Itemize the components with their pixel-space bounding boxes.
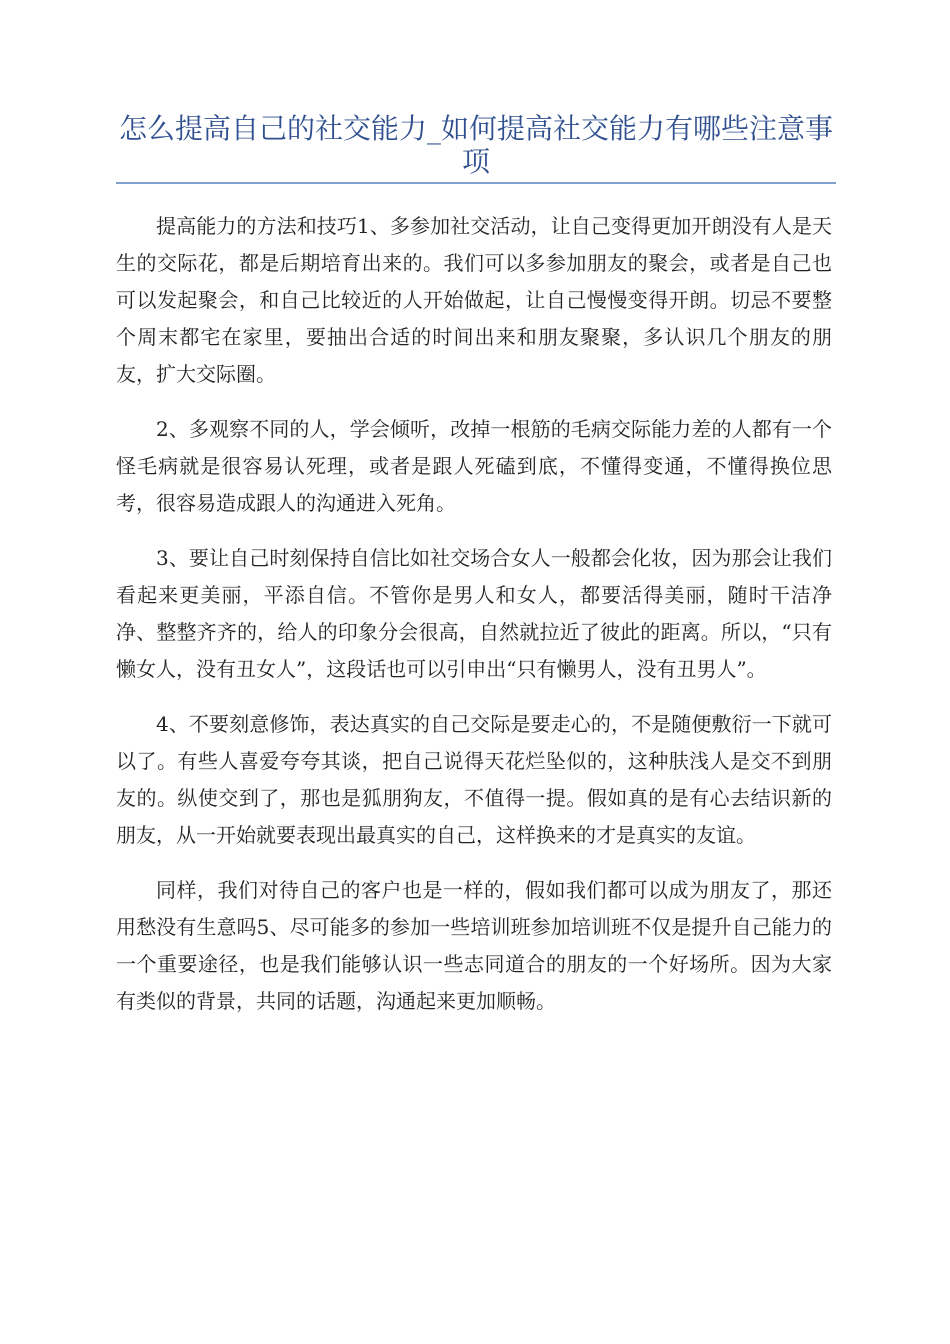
- paragraph-5: 同样，我们对待自己的客户也是一样的，假如我们都可以成为朋友了，那还用愁没有生意吗5、尽可能多的参加一些培训班参加培训班不仅是提升自己能力的一个重要途径，也是我们能够认识一些志同道合的朋友的一个好场所。因为大家有类似的背景，共同的话题，沟通起来更加顺畅。: [116, 878, 832, 1013]
- paragraph-4: 4、不要刻意修饰，表达真实的自己交际是要走心的，不是随便敷衍一下就可以了。有些人喜爱夸夸其谈，把自己说得天花烂坠似的，这种肤浅人是交不到朋友的。纵使交到了，那也是狐朋狗友，不值得一提。假如真的是有心去结识新的朋友，从一开始就要表现出最真实的自己，这样换来的才是真实的友谊。: [116, 712, 832, 847]
- document-title: 怎么提高自己的社交能力_如何提高社交能力有哪些注意事项: [118, 112, 833, 178]
- title-block: [116, 112, 836, 184]
- paragraph-3: 3、要让自己时刻保持自信比如社交场合女人一般都会化妆，因为那会让我们看起来更美丽，平添自信。不管你是男人和女人，都要活得美丽，随时干洁净净、整整齐齐的，给人的印象分会很高，自然就拉近了彼此的距离。所以，“只有懒女人，没有丑女人”，这段话也可以引申出“只有懒男人，没有丑男人”。: [116, 546, 832, 681]
- paragraph-2: 2、多观察不同的人，学会倾听，改掉一根筋的毛病交际能力差的人都有一个怪毛病就是很容易认死理，或者是跟人死磕到底，不懂得变通，不懂得换位思考，很容易造成跟人的沟通进入死角。: [116, 417, 832, 515]
- paragraph-1: 提高能力的方法和技巧1、多参加社交活动，让自己变得更加开朗没有人是天生的交际花，都是后期培育出来的。我们可以多参加朋友的聚会，或者是自己也可以发起聚会，和自己比较近的人开始做起，让自己慢慢变得开朗。切忌不要整个周末都宅在家里，要抽出合适的时间出来和朋友聚聚，多认识几个朋友的朋友，扩大交际圈。: [116, 214, 832, 386]
- document-body: [116, 208, 832, 1038]
